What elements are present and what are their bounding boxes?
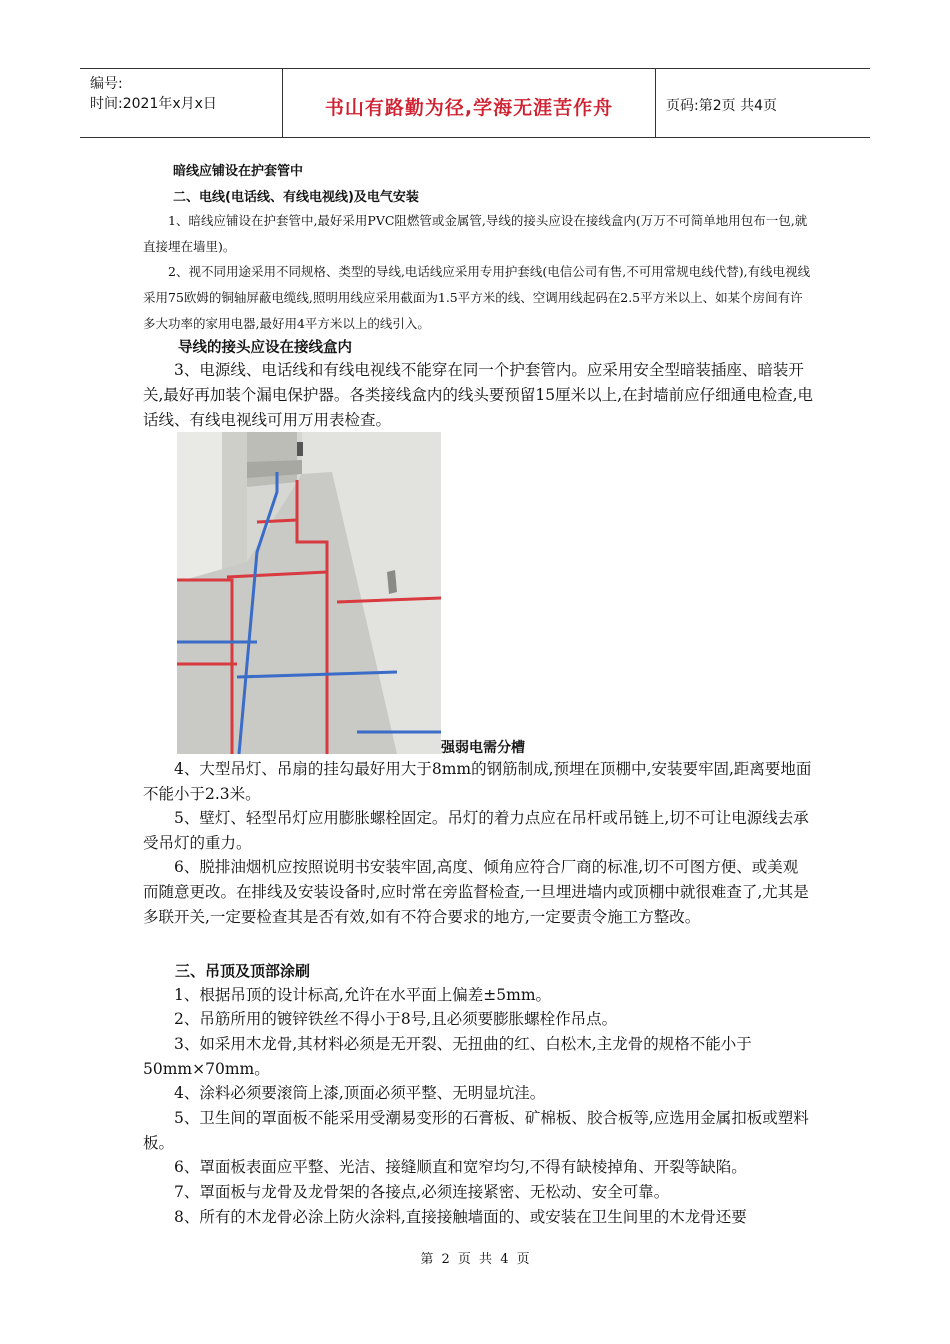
section-3-title: 三、吊顶及顶部涂刷 [175, 962, 311, 980]
paragraph-3-4: 4、涂料必须要滚筒上漆,顶面必须平整、无明显坑洼。 [174, 1084, 546, 1102]
section-2-title: 二、电线(电话线、有线电视线)及电气安装 [173, 190, 419, 205]
paragraph-3-1: 1、根据吊顶的设计标高,允许在水平面上偏差±5mm。 [174, 986, 552, 1004]
document-number-label: 编号: [90, 76, 123, 92]
paragraph-2-5: 5、壁灯、轻型吊灯应用膨胀螺栓固定。吊灯的着力点应在吊杆或吊链上,切不可让电源线去承受吊灯的重力。 [143, 809, 809, 852]
paragraph-2-4: 4、大型吊灯、吊扇的挂勾最好用大于8mm的钢筋制成,预埋在顶棚中,安装要牢固,距离要地面不能小于2.3米。 [143, 760, 812, 803]
paragraph-2-6: 6、脱排油烟机应按照说明书安装牢固,高度、倾角应符合厂商的标准,切不可图方便、或美观而随意更改。在排线及安装设备时,应时常在旁监督检查,一旦埋进墙内或顶棚中就很难查了,尤其是多联开关,一定要检查其是否有效,如有不符合要求的地方,一定要责令施工方整改。 [143, 858, 809, 926]
header-page-code: 页码:第2页 共4页 [666, 98, 777, 114]
lead-line: 暗线应铺设在护套管中 [173, 164, 304, 179]
subhead-junction-box: 导线的接头应设在接线盒内 [178, 340, 352, 356]
page-footer: 第 2 页 共 4 页 [420, 1252, 530, 1267]
header-motto: 书山有路勤为径,学海无涯苦作舟 [324, 97, 614, 119]
header-page-cell [656, 69, 870, 137]
paragraph-3-7: 7、罩面板与龙骨及龙骨架的各接点,必须连接紧密、无松动、安全可靠。 [174, 1183, 670, 1201]
paragraph-2-2: 2、视不同用途采用不同规格、类型的导线,电话线应采用专用护套线(电信公司有售,不可用常规电线代替),有线电视线采用75欧姆的铜轴屏蔽电缆线,照明用线应采用截面为1.5平方米的线、空调用线起码在2.5平方米以上、如某个房间有许多大功率的家用电器,最好用4平方米以上的线引入。 [143, 264, 811, 331]
header-motto-cell [283, 69, 656, 137]
page-header [80, 68, 870, 138]
paragraph-2-3: 3、电源线、电话线和有线电视线不能穿在同一个护套管内。应采用安全型暗装插座、暗装开关,最好再加装个漏电保护器。各类接线盒内的线头要预留15厘米以上,在封墙前应仔细通电检查,电话线、有线电视线可用万用表检查。 [143, 361, 814, 429]
photo-caption: 强弱电需分槽 [441, 740, 525, 756]
paragraph-3-8: 8、所有的木龙骨必涂上防火涂料,直接接触墙面的、或安装在卫生间里的木龙骨还要 [174, 1208, 747, 1226]
paragraph-3-3: 3、如采用木龙骨,其材料必须是无开裂、无扭曲的红、白松木,主龙骨的规格不能小于50mm×70mm。 [143, 1035, 752, 1078]
paragraph-3-6: 6、罩面板表面应平整、光洁、接缝顺直和宽窄均匀,不得有缺棱掉角、开裂等缺陷。 [174, 1158, 747, 1176]
paragraph-2-1: 1、暗线应铺设在护套管中,最好采用PVC阻燃管或金属管,导线的接头应设在接线盒内(万万不可简单地用包布一包,就直接埋在墙里)。 [143, 213, 808, 254]
paragraph-3-2: 2、吊筋所用的镀锌铁丝不得小于8号,且必须要膨胀螺栓作吊点。 [174, 1010, 618, 1028]
floor-wiring-photo [177, 432, 441, 754]
document-time-label: 时间:2021年x月x日 [90, 96, 217, 112]
header-meta-cell [80, 69, 283, 137]
paragraph-3-5: 5、卫生间的罩面板不能采用受潮易变形的石膏板、矿棉板、胶合板等,应选用金属扣板或塑料板。 [143, 1109, 809, 1152]
